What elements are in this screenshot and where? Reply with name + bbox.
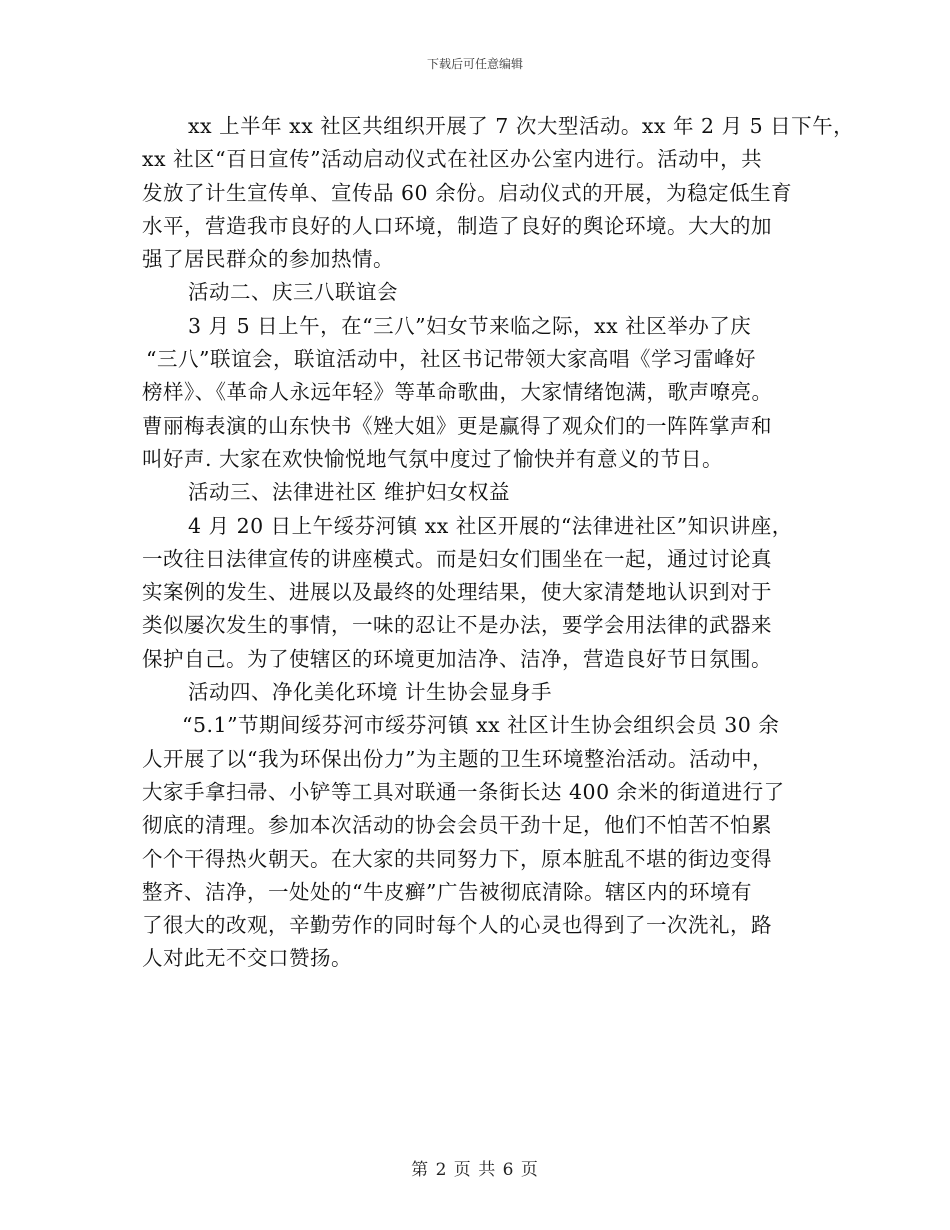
page-footer: 第 2 页 共 6 页 <box>411 1160 539 1180</box>
body-line: 4 月 20 日上午绥芬河镇 xx 社区开展的“法律进社区”知识讲座， <box>188 513 793 538</box>
body-line: 彻底的清理。参加本次活动的协会会员干劲十足，他们不怕苦不怕累 <box>142 813 772 838</box>
section-heading: 活动四、净化美化环境 计生协会显身手 <box>188 680 553 705</box>
body-line: 实案例的发生、进展以及最终的处理结果，使大家清楚地认识到对于 <box>142 580 772 605</box>
body-line: 水平，营造我市良好的人口环境，制造了良好的舆论环境。大大的加 <box>142 213 772 238</box>
body-line: 人开展了以“我为环保出份力”为主题的卫生环境整治活动。活动中， <box>142 746 773 771</box>
body-line: “三八”联谊会，联谊活动中，社区书记带领大家高唱《学习雷峰好 <box>146 347 756 372</box>
body-line: 保护自己。为了使辖区的环境更加洁净、洁净，营造良好节日氛围。 <box>142 646 772 671</box>
body-line: 强了居民群众的参加热情。 <box>142 247 394 272</box>
body-line: xx 上半年 xx 社区共组织开展了 7 次大型活动。xx 年 2 月 5 日下午， <box>188 114 855 138</box>
body-line: 类似屡次发生的事情，一味的忍让不是办法，要学会用法律的武器来 <box>142 613 772 638</box>
page-header: 下载后可任意编辑 <box>426 57 523 71</box>
body-line: 曹丽梅表演的山东快书《矬大姐》更是赢得了观众们的一阵阵掌声和 <box>142 413 772 438</box>
body-line: 了很大的改观，辛勤劳作的同时每个人的心灵也得到了一次洗礼，路 <box>142 913 772 938</box>
body-line: 个个干得热火朝天。在大家的共同努力下，原本脏乱不堪的街边变得 <box>142 846 772 871</box>
document-body <box>142 110 855 976</box>
body-line: 叫好声. 大家在欢快愉悦地气氛中度过了愉快并有意义的节日。 <box>142 446 724 471</box>
section-heading: 活动三、法律进社区 维护妇女权益 <box>188 480 511 505</box>
section-heading: 活动二、庆三八联谊会 <box>188 280 398 305</box>
body-line: 整齐、洁净，一处处的“牛皮癣”广告被彻底清除。辖区内的环境有 <box>142 879 752 904</box>
body-line: 一改往日法律宣传的讲座模式。而是妇女们围坐在一起，通过讨论真 <box>142 546 772 571</box>
body-line: 人对此无不交口赞扬。 <box>142 946 352 971</box>
body-line: 大家手拿扫帚、小铲等工具对联通一条街长达 400 余米的街道进行了 <box>142 779 785 804</box>
body-line: 榜样》、《革命人永远年轻》等革命歌曲，大家情绪饱满，歌声嘹亮。 <box>142 380 773 405</box>
body-line: 3 月 5 日上午，在“三八”妇女节来临之际，xx 社区举办了庆 <box>188 313 752 338</box>
body-line: “5.1”节期间绥芬河市绥芬河镇 xx 社区计生协会组织会员 30 余 <box>182 713 780 738</box>
body-line: xx 社区“百日宣传”活动启动仪式在社区办公室内进行。活动中，共 <box>142 147 763 172</box>
body-line: 发放了计生宣传单、宣传品 60 余份。启动仪式的开展，为稳定低生育 <box>142 180 793 205</box>
